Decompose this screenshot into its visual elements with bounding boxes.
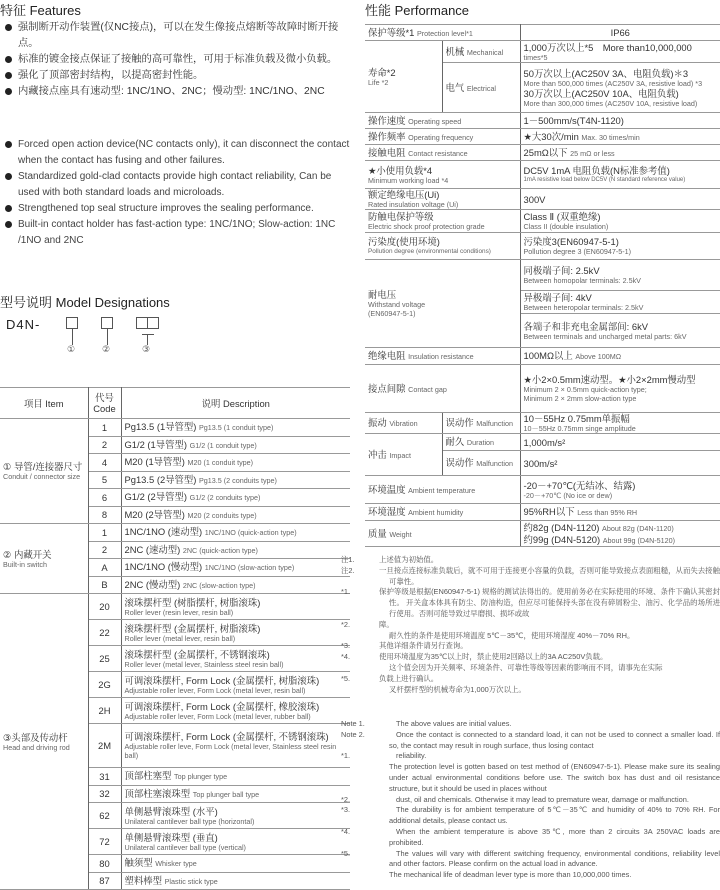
description-en: Adjustable roller lever, Form Lock (metal lever, rubber ball)	[124, 711, 311, 721]
label: 操作速度 Operating speed	[365, 113, 520, 129]
code-cell: A	[88, 559, 121, 577]
feature-item: 强化了顶部密封结构，以提高密封性能。	[4, 68, 354, 84]
note-text: 负载上进行确认。	[379, 673, 439, 683]
label: 耐电压 Withstand voltage (EN60947-5-1)	[365, 260, 520, 348]
note-text: 使用环境温度为35℃以上时，禁止使用2回路以上的3A AC250V负载。	[379, 652, 608, 662]
value: 1,000m/s²	[520, 434, 720, 451]
description-cn: 1NC/1NO (速动型)	[124, 526, 203, 538]
feature-item: 强制断开动作装置(仅NC接点)，可以在发生像接点熔断等故障时断开接点。	[4, 20, 354, 52]
note-key: 注2.	[341, 565, 355, 575]
note-item	[365, 685, 720, 696]
description-cn: M20 (1导管型)	[124, 456, 185, 468]
note-key: *1.	[341, 751, 351, 761]
description-cell	[121, 489, 350, 507]
description-cn: M20 (2导管型)	[124, 508, 185, 520]
note-item	[341, 794, 720, 806]
note-text: dust, oil and chemicals. Otherwise it may lead to premature wear, damage or malfunction.	[396, 794, 689, 804]
label-mechanical: 机械 Mechanical	[442, 41, 520, 63]
code-box-3b	[147, 317, 159, 329]
note-item	[341, 826, 720, 849]
description-cn: 塑料棒型	[124, 874, 163, 886]
row-rated-voltage	[365, 189, 720, 210]
label: 保护等级*1 Protection level*1	[365, 25, 520, 41]
note-text: The protection level is gotten based on test method of (EN60947-5-1). Please make sure its sealing under actual environmental conditions before use. The switch box has dust and oil resistance structure, but it should be used in places without	[389, 762, 720, 793]
value: ★大30次/min Max. 30 times/min	[520, 129, 720, 145]
note-item	[341, 565, 720, 588]
description-en: M20 (2 conduits type)	[187, 510, 257, 520]
value: 各端子和非充电金属部间: 6kV Between terminals and uncharged metal parts: 6kV	[520, 314, 720, 348]
description-cell	[121, 698, 350, 724]
description-en: 2NC (quick-action type)	[182, 545, 258, 555]
description-cn: 1NC/1NO (慢动型)	[124, 561, 203, 573]
description-en: Unilateral cantilever ball type (vertical)	[124, 842, 246, 852]
description-en: Roller lever (metal lever, Stainless steel resin ball)	[124, 659, 284, 669]
description-cell	[121, 855, 350, 873]
code-box-1	[66, 317, 78, 329]
performance-table	[365, 24, 720, 547]
note-item	[341, 719, 720, 730]
performance-heading: 性能 Performance	[365, 3, 470, 18]
description-cn: G1/2 (2导管型)	[124, 491, 188, 503]
marker-2: ②	[102, 344, 111, 354]
description-cell	[121, 620, 350, 646]
note-text: Once the contact is connected to a standard load, it can not be used to connect a smaller load. If so, the contact may result in rough surface, thus losing contact	[389, 729, 720, 750]
label: 冲击 Impact	[365, 434, 442, 476]
table-row	[0, 524, 350, 542]
note-key: *3.	[341, 805, 351, 815]
row-contact-gap	[365, 365, 720, 413]
code-cell: 32	[88, 785, 121, 803]
marker-3: ③	[142, 344, 151, 354]
description-en: Top plunger ball type	[192, 789, 260, 799]
description-cn: 可调滚珠摆杆, Form Lock (金属摆杆, 树脂滚珠)	[124, 674, 320, 686]
note-key: Note 2.	[341, 729, 365, 739]
value: 100MΩ以上 Above 100MΩ	[520, 348, 720, 365]
description-cell	[121, 803, 350, 829]
row-life-mechanical	[365, 41, 720, 63]
label: 环境湿度 Ambient humidity	[365, 504, 520, 521]
leader-line	[72, 329, 73, 345]
description-cn: 顶部柱塞滚珠型	[124, 787, 191, 799]
description-cell	[121, 672, 350, 698]
description-en: Unilateral cantilever ball type (horizontal)	[124, 816, 255, 826]
value: 污染度3(EN60947-5-1) Pollution degree 3 (EN60947-5-1)	[520, 233, 720, 260]
description-cn: 2NC (速动型)	[124, 543, 181, 555]
code-cell: 6	[88, 489, 121, 507]
note-text: reliability.	[396, 751, 427, 761]
row-humidity	[365, 504, 720, 521]
description-cell	[121, 646, 350, 672]
note-item	[341, 641, 720, 652]
code-cell: 5	[88, 471, 121, 489]
description-en: G1/2 (2 conduits type)	[189, 493, 261, 503]
label-electrical: 电气 Electrical	[442, 63, 520, 113]
note-item	[341, 805, 720, 827]
code-cell: 2H	[88, 698, 121, 724]
features-list-en	[4, 137, 354, 249]
row-speed	[365, 113, 720, 129]
model-prefix: D4N-	[6, 317, 41, 332]
description-cell	[121, 785, 350, 803]
description-cn: Pg13.5 (1导管型)	[124, 421, 197, 433]
description-cn: 滚珠摆杆型 (树脂摆杆, 树脂滚珠)	[124, 596, 261, 608]
value: 95%RH以下 Less than 95% RH	[520, 504, 720, 521]
description-cell	[121, 524, 350, 542]
feature-item: Built-in contact holder has fast-action type: 1NC/1NO; Slow-action: 1NC /1NO and 2NC	[4, 217, 354, 249]
group-label	[0, 594, 88, 890]
note-key: *1.	[341, 587, 351, 597]
value: 10－55Hz 0.75mm单振幅 10－55Hz 0.75mm singe amplitude	[520, 413, 720, 434]
description-cn: G1/2 (1导管型)	[124, 438, 188, 450]
description-cell	[121, 471, 350, 489]
value: IP66	[520, 25, 720, 41]
code-cell: 2M	[88, 724, 121, 768]
leader-line	[142, 334, 154, 335]
group-label	[0, 524, 88, 594]
description-cn: Pg13.5 (2导管型)	[124, 473, 197, 485]
note-text: The values will vary with different switching frequency, environmental conditions, reliability level and other factors. Please confirm on the actual load in advance.	[389, 848, 720, 869]
description-en: M20 (1 conduit type)	[187, 458, 254, 468]
value: 25mΩ以下 25 mΩ or less	[520, 145, 720, 161]
value: 异极端子间: 4kV Between heteropolar terminals: 2.5kV	[520, 291, 720, 314]
note-text: 保护等级是根据(EN60947-5-1) 规格的测试法得出的。使用前务必在实际使用的环境、条件下确认其密封性。 开关盒本体具有防尘、防油构造，但应尽可能保持头部在没有碎屑粉尘、油污、化学品的场所进行使用。否则可能导致过早磨损、损坏或故	[379, 587, 720, 618]
note-key: *3.	[341, 641, 351, 651]
note-item	[341, 652, 720, 663]
group-label-cn: ③头部及传动杆	[3, 731, 68, 743]
note-key: *5.	[341, 848, 351, 858]
notes-cn	[341, 555, 720, 695]
label: 额定绝缘电压(Ui) Rated insulation voltage (Ui)	[365, 189, 520, 210]
description-en: Adjustable roller lever, Form Lock (metal lever, resin ball)	[124, 685, 306, 695]
header-item: 项目 Item	[0, 388, 88, 419]
description-en: 1NC/1NO (quick-action type)	[204, 528, 297, 538]
note-item	[341, 729, 720, 752]
value: 同极端子间: 2.5kV Between homopolar terminals: 2.5kV	[520, 260, 720, 291]
features-heading: 特征 Features	[0, 3, 81, 18]
row-protection	[365, 25, 720, 41]
note-item	[341, 673, 720, 685]
code-cell: 2	[88, 541, 121, 559]
note-text: 障。	[379, 619, 394, 629]
note-text: 上述值为初始值。	[379, 555, 439, 564]
description-cn: 可调滚珠摆杆, Form Lock (金属摆杆, 不锈钢滚珠)	[124, 731, 329, 742]
description-cell	[121, 541, 350, 559]
description-cn: 滚珠摆杆型 (金属摆杆, 不锈钢滚珠)	[124, 648, 270, 660]
note-text: 其他详细条件请另行查询。	[379, 641, 468, 651]
feature-item: Standardized gold-clad contacts provide high contact reliability, Can be used with both standard loads and microloads.	[4, 169, 354, 201]
code-cell: 72	[88, 829, 121, 855]
description-en: Whisker type	[155, 859, 197, 869]
note-item	[341, 555, 720, 566]
description-cn: 单侧悬臂滚珠型 (水平)	[124, 805, 218, 817]
note-key: *5.	[341, 673, 351, 683]
description-cell	[121, 576, 350, 594]
sublabel: 误动作 Malfunction	[442, 413, 520, 434]
sublabel: 误动作 Malfunction	[442, 451, 520, 476]
features-list-cn	[4, 20, 354, 100]
note-key: *2.	[341, 794, 351, 804]
row-min-load	[365, 161, 720, 189]
row-shock-protection	[365, 210, 720, 233]
group-label-en: Conduit / connector size	[3, 472, 81, 481]
note-text: 一旦接点连接标准负载后，就不可用于连接更小容量的负载，否则可能导致接点表面粗糙，从而失去接触可靠性。	[379, 565, 720, 586]
code-cell: 1	[88, 419, 121, 437]
value: -20－+70℃(无结冰、结露) -20－+70℃ (No ice or dew)	[520, 476, 720, 504]
label: 防触电保护等级 Electric shock proof protection grade	[365, 210, 520, 233]
group-label-en: Built-in switch	[3, 559, 47, 569]
row-frequency	[365, 129, 720, 145]
label-life: 寿命*2 Life *2	[365, 41, 442, 113]
value: 1－500mm/s(T4N-1120)	[520, 113, 720, 129]
header-description: 说明 Description	[121, 388, 350, 419]
feature-item: 内藏接点座具有速动型: 1NC/1NO、2NC；慢动型: 1NC/1NO、2NC	[4, 84, 354, 100]
sublabel: 耐久 Duration	[442, 434, 520, 451]
code-cell: 80	[88, 855, 121, 873]
note-item	[365, 762, 720, 794]
code-cell: 8	[88, 506, 121, 524]
description-cn: 2NC (慢动型)	[124, 578, 181, 590]
description-en: Plastic stick type	[164, 876, 218, 886]
value: DC5V 1mA 电阻负载(N标准参考值) 1mA resistive load below DC5V (N standard reference value)	[520, 161, 720, 189]
code-cell: 1	[88, 524, 121, 542]
description-cn: 可调滚珠摆杆, Form Lock (金属摆杆, 橡胶滚珠)	[124, 700, 320, 712]
note-item	[365, 663, 720, 674]
value: 300m/s²	[520, 451, 720, 476]
description-en: Adjustable roller leve, Form Lock (metal lever, Stainless steel resin ball)	[124, 742, 337, 760]
feature-item: Strengthened top seal structure improves the sealing performance.	[4, 201, 354, 217]
code-cell: B	[88, 576, 121, 594]
note-item	[341, 587, 720, 619]
table-row	[0, 419, 350, 437]
description-cell	[121, 506, 350, 524]
description-cell	[121, 724, 350, 768]
description-en: G1/2 (1 conduit type)	[189, 440, 257, 450]
value: 约82g (D4N-1120) About 82g (D4N-1120) 约99g (D4N-5120) About 99g (D4N-5120)	[520, 521, 720, 547]
notes-en	[341, 719, 720, 881]
model-designation-table	[0, 387, 350, 890]
code-cell: 2G	[88, 672, 121, 698]
note-key: 注1.	[341, 555, 355, 564]
label: 接触电阻 Contact resistance	[365, 145, 520, 161]
label: 环境温度 Ambient temperature	[365, 476, 520, 504]
note-text: The above values are initial values.	[396, 719, 512, 728]
model-heading: 型号说明 Model Designations	[0, 295, 170, 310]
description-cell	[121, 594, 350, 620]
row-insulation	[365, 348, 720, 365]
group-label-en: Head and driving rod	[3, 742, 70, 752]
feature-item: Forced open action device(NC contacts only), it can disconnect the contact when the contact has fusing and other failures.	[4, 137, 354, 169]
value: Class Ⅱ (双重绝缘) Class II (double insulation)	[520, 210, 720, 233]
label: 绝缘电阻 Insulation resistance	[365, 348, 520, 365]
code-cell: 87	[88, 872, 121, 890]
label: 污染度(使用环境) Pollution degree (environmental conditions)	[365, 233, 520, 260]
note-key: *4.	[341, 652, 351, 662]
description-cell	[121, 454, 350, 472]
marker-1: ①	[67, 344, 76, 354]
description-cell	[121, 419, 350, 437]
row-contact-resistance	[365, 145, 720, 161]
description-cn: 单侧悬臂滚珠型 (垂直)	[124, 831, 218, 843]
note-key: *4.	[341, 826, 351, 836]
note-item	[341, 619, 720, 631]
note-text: The mechanical life of deadman lever type is more than 10,000,000 times.	[389, 870, 632, 880]
description-cell	[121, 559, 350, 577]
note-item	[341, 848, 720, 871]
description-cn: 顶部柱塞型	[124, 770, 172, 782]
label: 振动 Vibration	[365, 413, 442, 434]
note-text: The durability is for ambient temperature of 5℃－35℃ and humidity of 40% to 70% RH. For additional details, please contact us.	[389, 805, 720, 826]
row-temperature	[365, 476, 720, 504]
code-cell: 31	[88, 768, 121, 786]
code-cell: 25	[88, 646, 121, 672]
row-weight	[365, 521, 720, 547]
description-cell	[121, 872, 350, 890]
code-cell: 4	[88, 454, 121, 472]
value: 1,000万次以上*5 More than10,000,000 times*5	[520, 41, 720, 63]
table-row	[0, 594, 350, 620]
label: ★小使用负载*4 Minimum working load *4	[365, 161, 520, 189]
description-en: Pg13.5 (2 conduits type)	[199, 475, 277, 485]
header-code-cn: 代号	[95, 392, 114, 403]
row-pollution	[365, 233, 720, 260]
note-item	[365, 631, 720, 642]
group-label-cn: ① 导管/连接器尺寸	[3, 461, 83, 472]
header-code	[88, 388, 121, 419]
label: 质量 Weight	[365, 521, 520, 547]
table-header	[0, 388, 350, 419]
feature-item: 标准的镀金接点保证了接触的高可靠性，可用于标准负载及微小负载。	[4, 52, 354, 68]
group-label-cn: ② 内藏开关	[3, 548, 52, 560]
code-cell: 2	[88, 436, 121, 454]
value: 50万次以上(AC250V 3A、电阻负载)＊3 More than 500,000 times (AC250V 3A, resistive load) *3 30万次以上(AC250V 10A、电阻负载) More than 300,000 times (AC250V 10A, resistive load)	[520, 63, 720, 113]
code-cell: 20	[88, 594, 121, 620]
code-cell: 62	[88, 803, 121, 829]
note-text: 耐久性的条件是使用环境温度 5℃－35℃，使用环境湿度 40%－70% RH。	[389, 630, 635, 640]
label: 操作频率 Operating frequency	[365, 129, 520, 145]
header-code-en: Code	[93, 403, 116, 414]
note-text: 叉杆摆杆型的机械寿命为1,000万次以上。	[389, 684, 526, 694]
description-cn: 滚珠摆杆型 (金属摆杆, 树脂滚珠)	[124, 622, 261, 634]
description-en: Roller lever (metal lever, resin ball)	[124, 633, 236, 643]
description-cell	[121, 829, 350, 855]
row-impact-duration	[365, 434, 720, 451]
description-en: Roller lever (resin lever, resin ball)	[124, 607, 234, 617]
description-en: Top plunger type	[174, 772, 228, 782]
note-key: *2.	[341, 619, 351, 629]
description-en: Pg13.5 (1 conduit type)	[199, 423, 274, 433]
note-item	[365, 870, 720, 881]
description-cell	[121, 768, 350, 786]
note-item	[341, 751, 720, 762]
description-en: 2NC (slow-action type)	[182, 580, 256, 590]
description-en: 1NC/1NO (slow-action type)	[204, 563, 295, 573]
description-cell	[121, 436, 350, 454]
description-cn: 触须型	[124, 857, 153, 869]
leader-line	[107, 329, 108, 345]
value: ★小2×0.5mm速动型。★小2×2mm慢动型 Minimum 2 × 0.5mm quick-action type; Minimum 2 × 2mm slow-action type	[520, 365, 720, 413]
note-key: Note 1.	[341, 719, 365, 728]
group-label	[0, 419, 88, 524]
code-box-2	[101, 317, 113, 329]
row-vibration	[365, 413, 720, 434]
note-text: When the ambient temperature is above 35℃, more than 2 circuits 3A 250VAC loads are prohibited.	[389, 826, 720, 847]
value: 300V	[520, 189, 720, 210]
note-text: 这个值会因为开关频率、环境条件、可靠性等级等因素的影响而不同，请事先在实际	[389, 662, 663, 672]
label: 接点间隙 Contact gap	[365, 365, 520, 413]
row-withstand-1	[365, 260, 720, 291]
code-cell: 22	[88, 620, 121, 646]
